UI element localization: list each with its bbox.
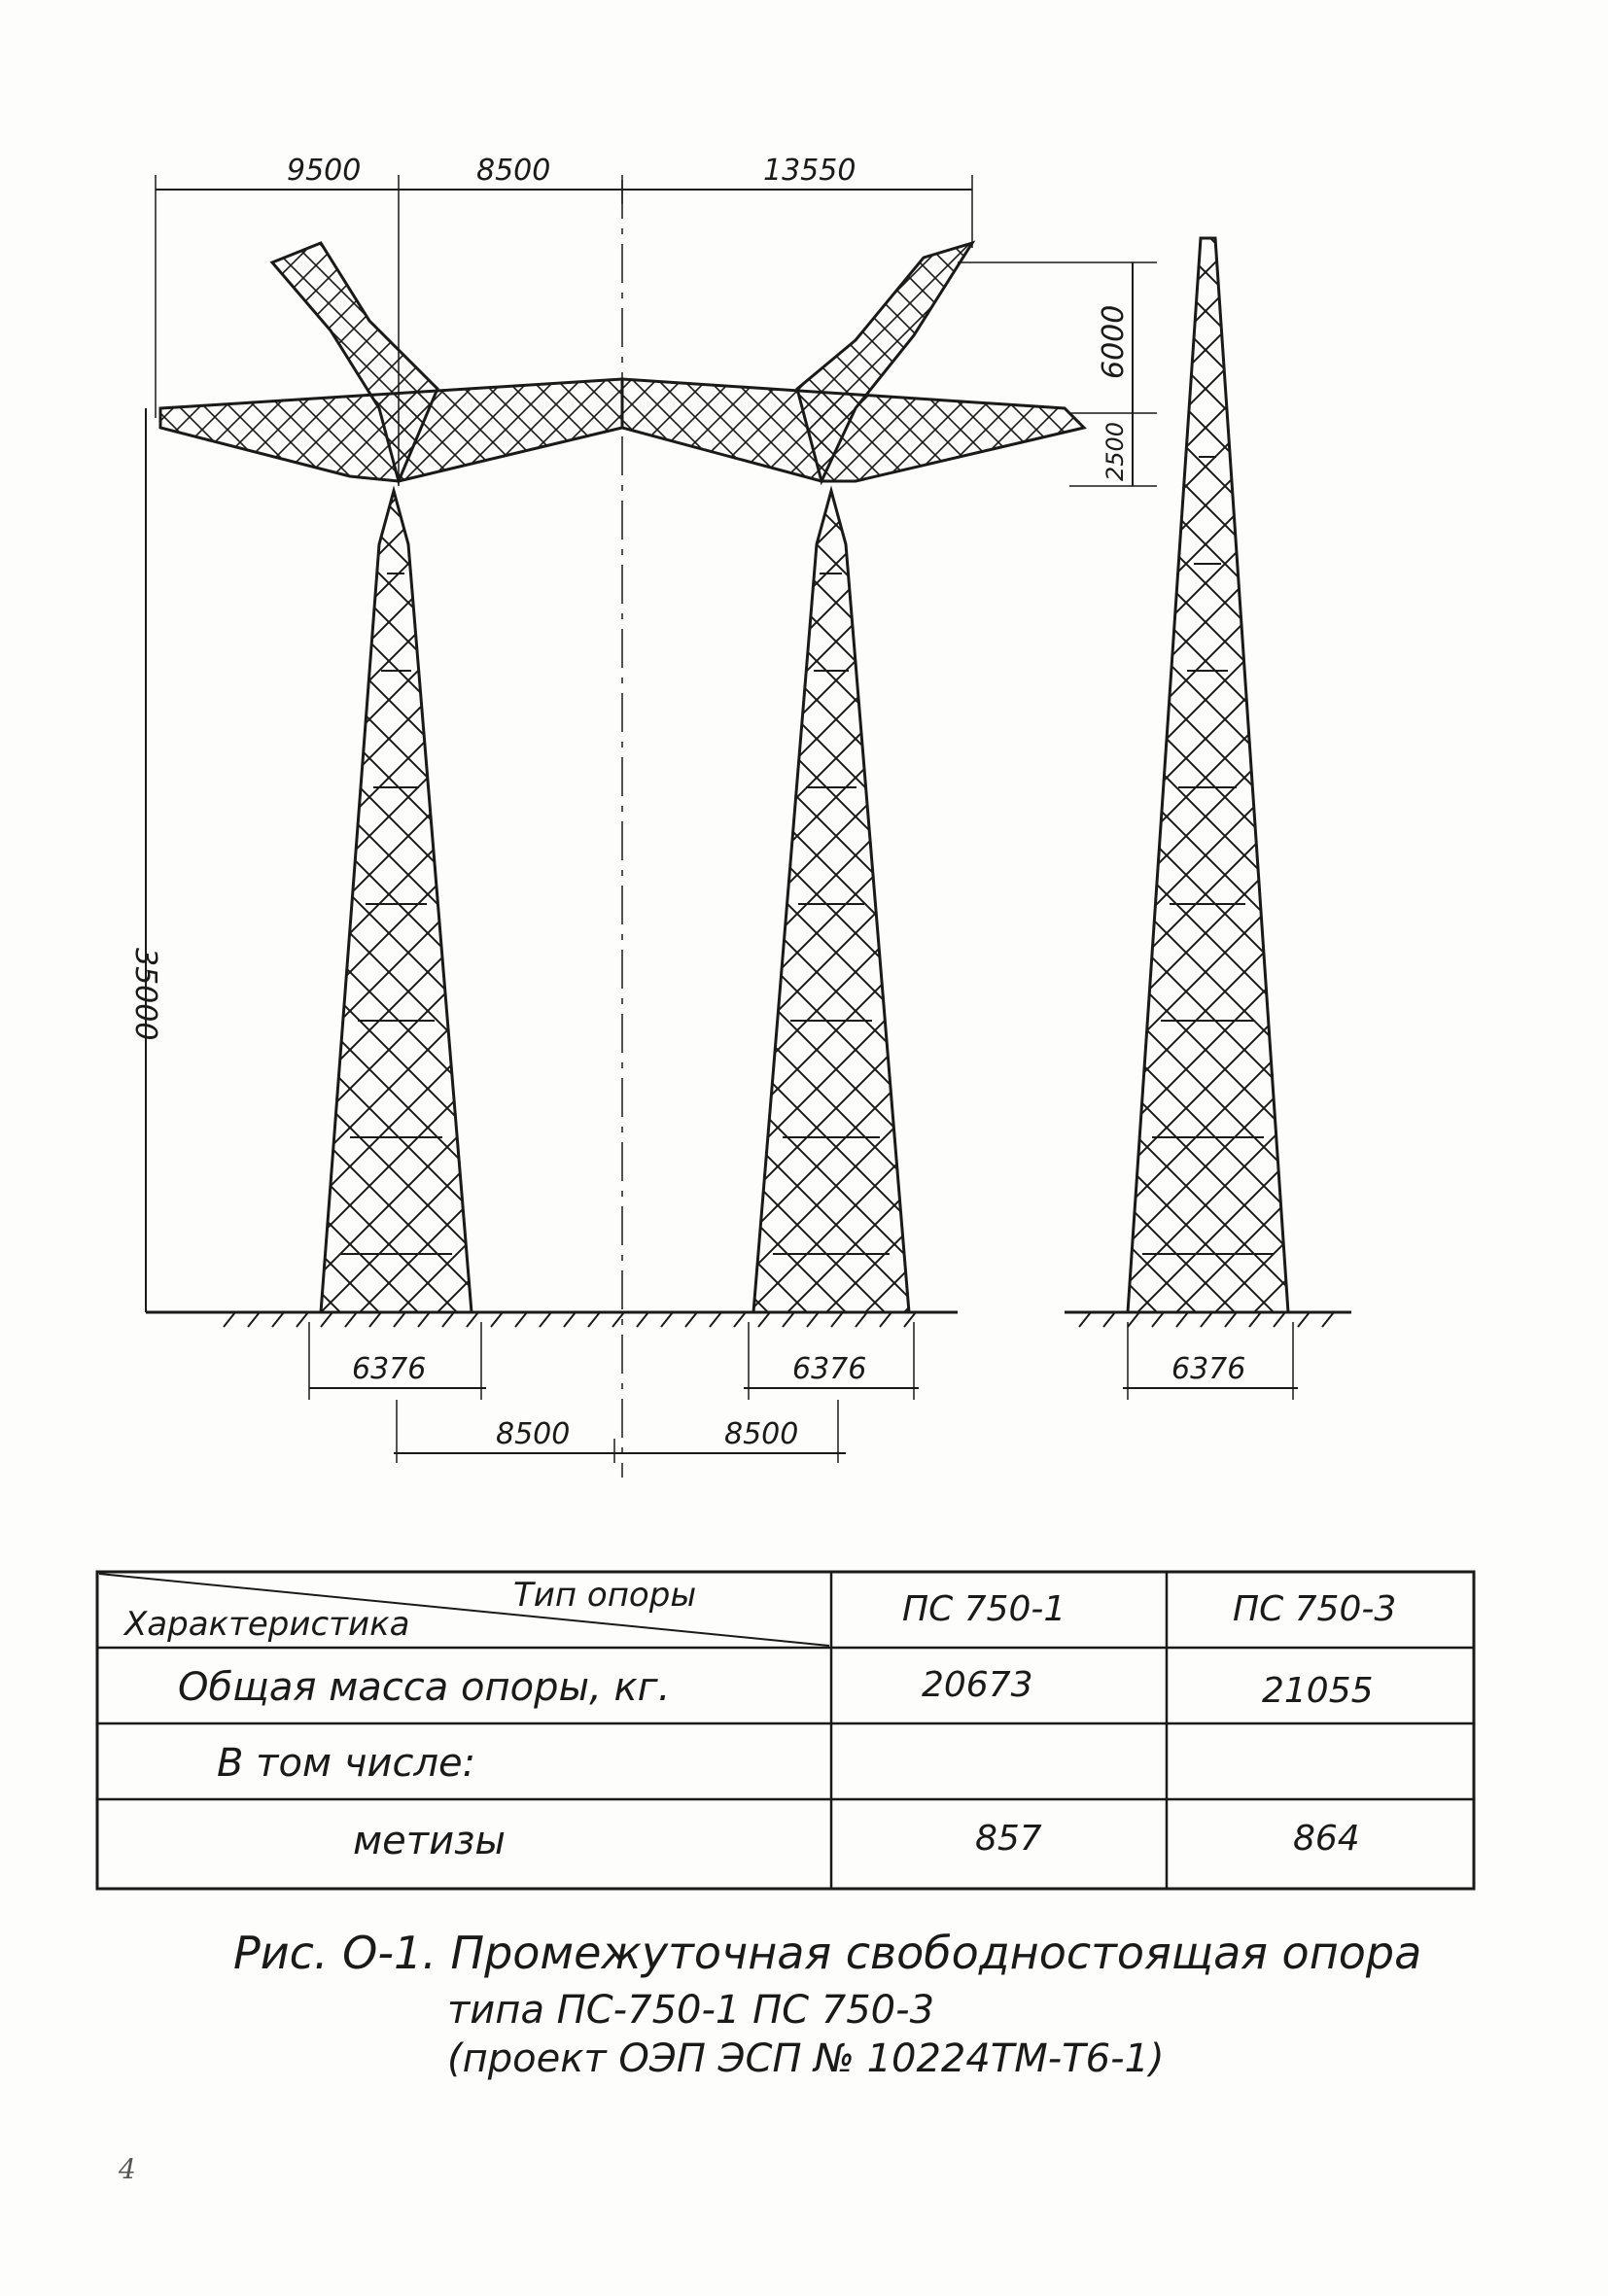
row-label-hardware: метизы <box>353 1819 506 1863</box>
dim-height-lower: 2500 <box>1101 421 1129 481</box>
row-value-hardware-2: 864 <box>1293 1819 1360 1859</box>
row-value-hardware-1: 857 <box>975 1819 1042 1859</box>
dim-bottom-left: 8500 <box>496 1417 571 1451</box>
dim-bottom-right: 8500 <box>724 1417 799 1451</box>
header-corner-top: Тип опоры <box>513 1576 697 1615</box>
row-value-total-mass-1: 20673 <box>922 1665 1033 1705</box>
header-corner-bottom: Характеристика <box>124 1605 410 1644</box>
figure-caption-line1: Рис. О-1. Промежуточная свободностоящая опора <box>233 1927 1422 1979</box>
dim-tower-height: 35000 <box>128 948 162 1041</box>
figure-caption-line2: типа ПС-750-1 ПС 750-3 <box>447 1988 935 2033</box>
page-number: 4 <box>119 2153 136 2185</box>
spec-table <box>95 1570 1476 1891</box>
row-label-including: В том числе: <box>217 1741 476 1786</box>
dim-height-upper: 6000 <box>1097 304 1131 379</box>
dim-base-width-2: 6376 <box>792 1352 867 1386</box>
dim-top-left: 9500 <box>287 154 362 188</box>
dim-base-width-1: 6376 <box>352 1352 427 1386</box>
dim-top-right: 13550 <box>763 154 856 188</box>
row-label-total-mass: Общая масса опоры, кг. <box>178 1665 671 1710</box>
column-header-2: ПС 750-3 <box>1233 1589 1397 1629</box>
dim-top-mid: 8500 <box>476 154 551 188</box>
side-view-tower <box>1128 238 1288 1312</box>
row-value-total-mass-2: 21055 <box>1262 1671 1374 1711</box>
column-header-1: ПС 750-1 <box>902 1589 1066 1629</box>
right-tower <box>622 243 1084 1312</box>
figure-caption-line3: (проект ОЭП ЭСП № 10224ТМ-Т6-1) <box>447 2036 1165 2081</box>
dim-base-width-3: 6376 <box>1171 1352 1246 1386</box>
left-tower <box>160 243 622 1312</box>
